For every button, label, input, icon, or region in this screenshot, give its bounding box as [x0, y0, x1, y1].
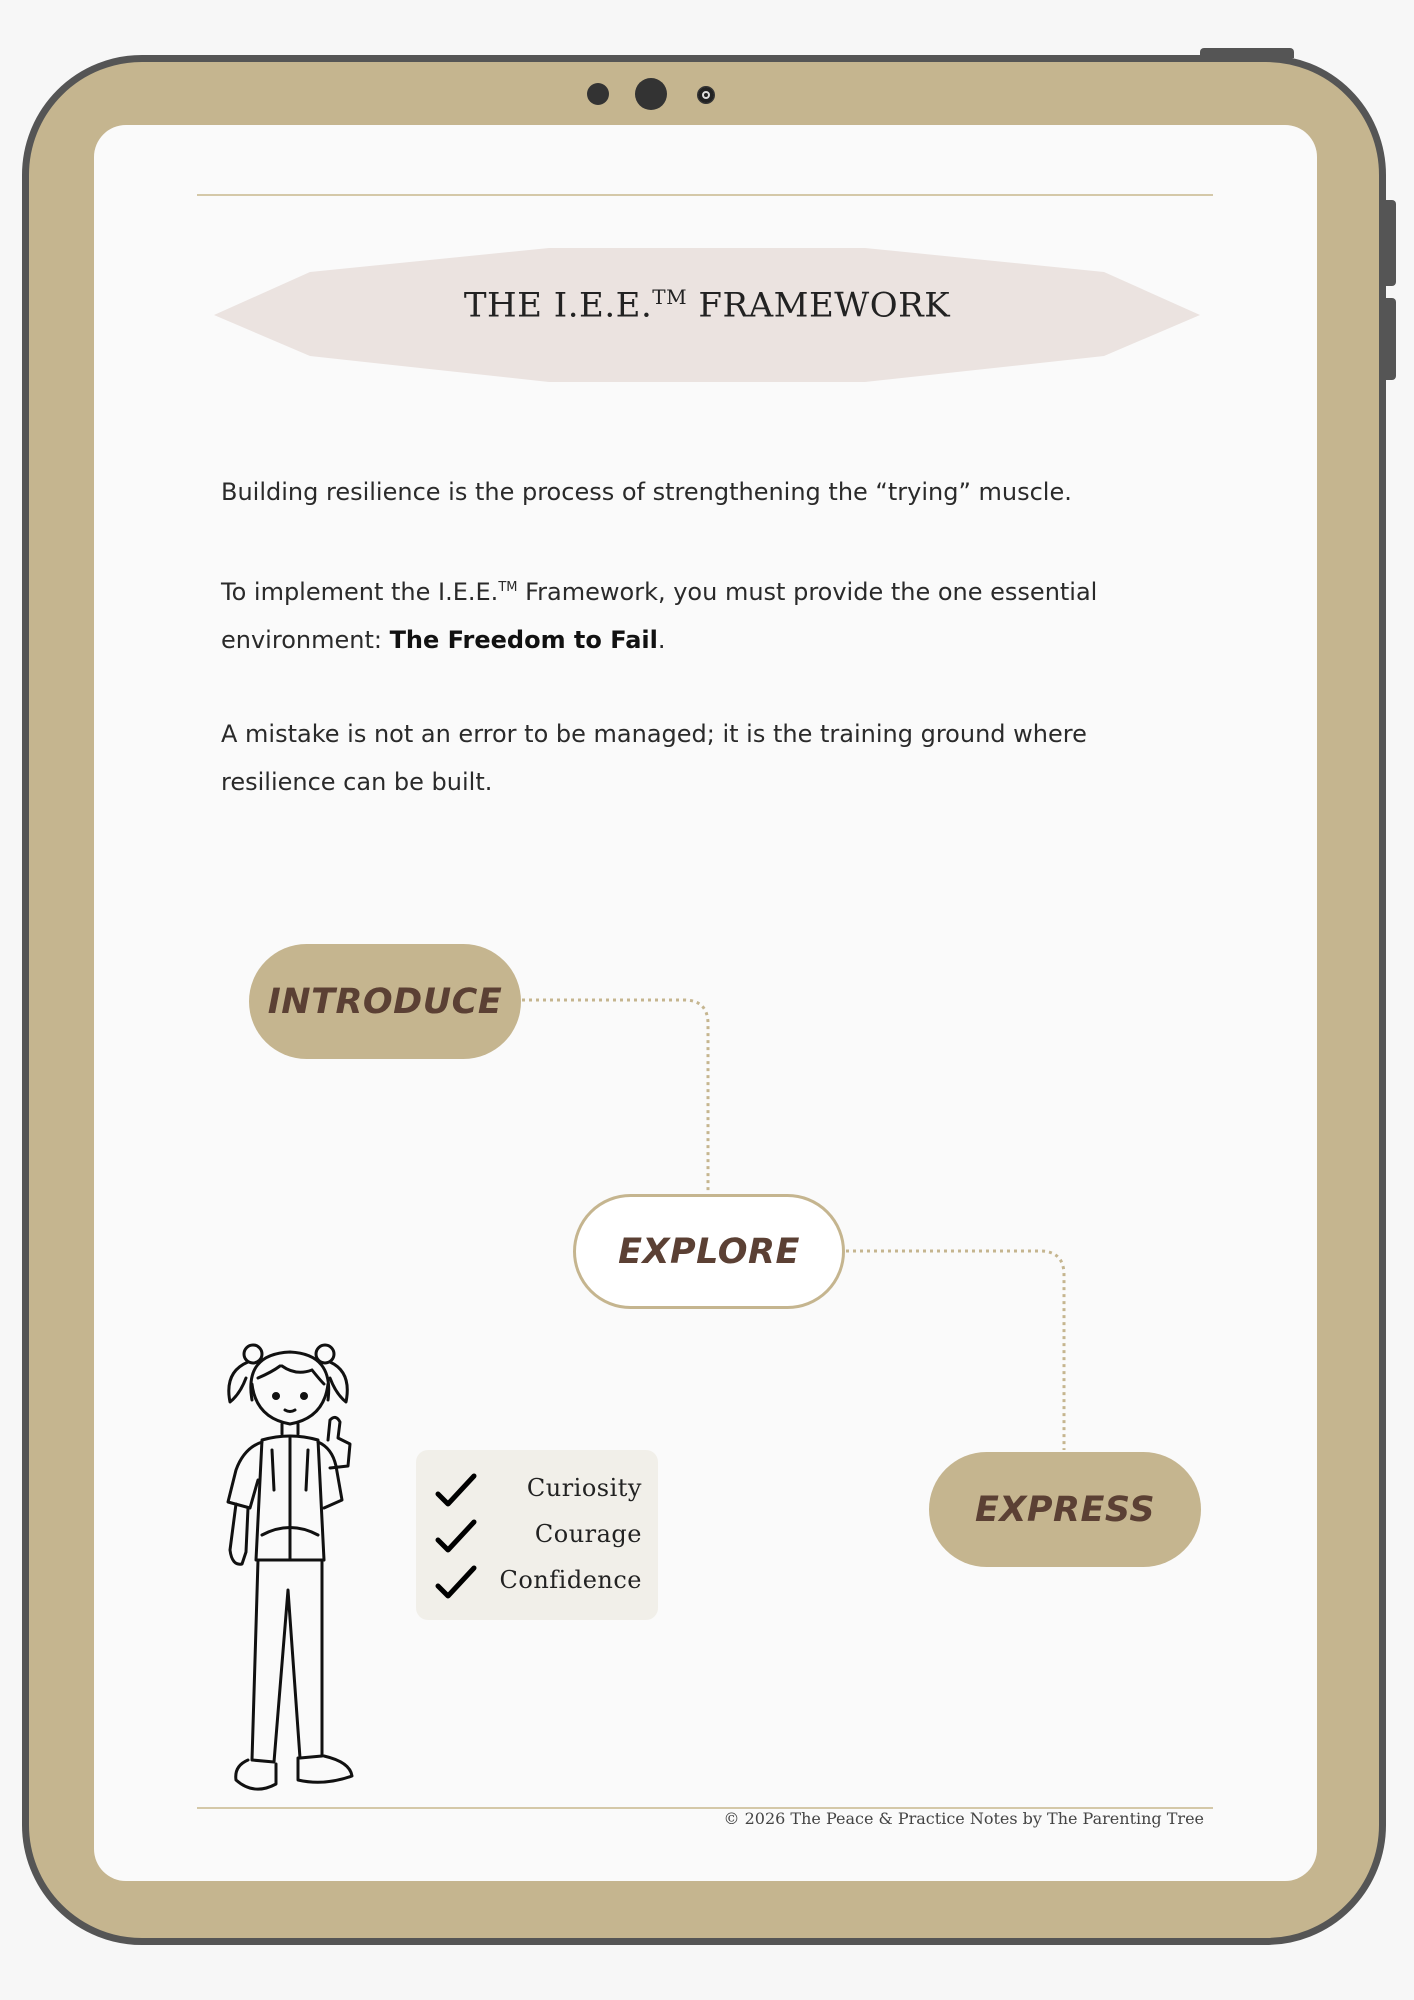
girl-thumbs-up-illustration — [200, 1320, 380, 1800]
camera-dot-icon — [587, 83, 609, 105]
step-explore — [573, 1194, 845, 1309]
step-express — [929, 1452, 1201, 1567]
paragraph-2-start: To implement the I.E.E. — [221, 578, 499, 606]
paragraph-1-text: Building resilience is the process of strengthening the “trying” muscle. — [221, 478, 1072, 506]
title-prefix: THE I.E.E. — [463, 285, 653, 326]
copyright-text: © 2026 The Peace & Practice Notes by The Parenting Tree — [723, 1809, 1204, 1828]
top-divider — [197, 194, 1213, 196]
intro-paragraph — [221, 468, 1201, 516]
paragraph-2-end: . — [657, 626, 666, 654]
checklist-item-label: Courage — [534, 1520, 642, 1548]
checklist-card — [416, 1450, 658, 1620]
check-icon — [434, 1564, 478, 1602]
check-icon — [434, 1472, 478, 1510]
checklist-item-label: Confidence — [499, 1566, 642, 1594]
tablet-power-button — [1200, 48, 1294, 58]
freedom-paragraph — [221, 564, 1201, 664]
mistake-paragraph — [221, 710, 1201, 806]
title-trademark: TM — [652, 285, 688, 309]
checklist-item-label: Curiosity — [526, 1474, 642, 1502]
freedom-to-fail-emphasis: The Freedom to Fail — [389, 626, 658, 654]
checklist-item — [416, 1562, 658, 1606]
step-explore-label: EXPLORE — [618, 1231, 800, 1272]
camera-lens-icon — [635, 78, 667, 110]
step-introduce — [249, 944, 521, 1059]
paragraph-3-text: A mistake is not an error to be managed; it is the training ground where resilience can be built. — [221, 720, 1087, 796]
check-icon — [434, 1518, 478, 1556]
step-introduce-label: INTRODUCE — [267, 981, 503, 1022]
camera-sensor-icon — [697, 86, 715, 104]
paragraph-2-trademark: TM — [498, 580, 518, 595]
checklist-item — [416, 1516, 658, 1560]
page-title — [214, 285, 1200, 325]
checklist-item — [416, 1470, 658, 1514]
tablet-volume-down-button — [1386, 298, 1396, 380]
title-suffix: FRAMEWORK — [687, 285, 951, 326]
step-express-label: EXPRESS — [974, 1489, 1156, 1530]
tablet-volume-up-button — [1386, 200, 1396, 286]
paragraph-2-mid: Framework, you must provide the one essential environment: — [221, 578, 1098, 654]
